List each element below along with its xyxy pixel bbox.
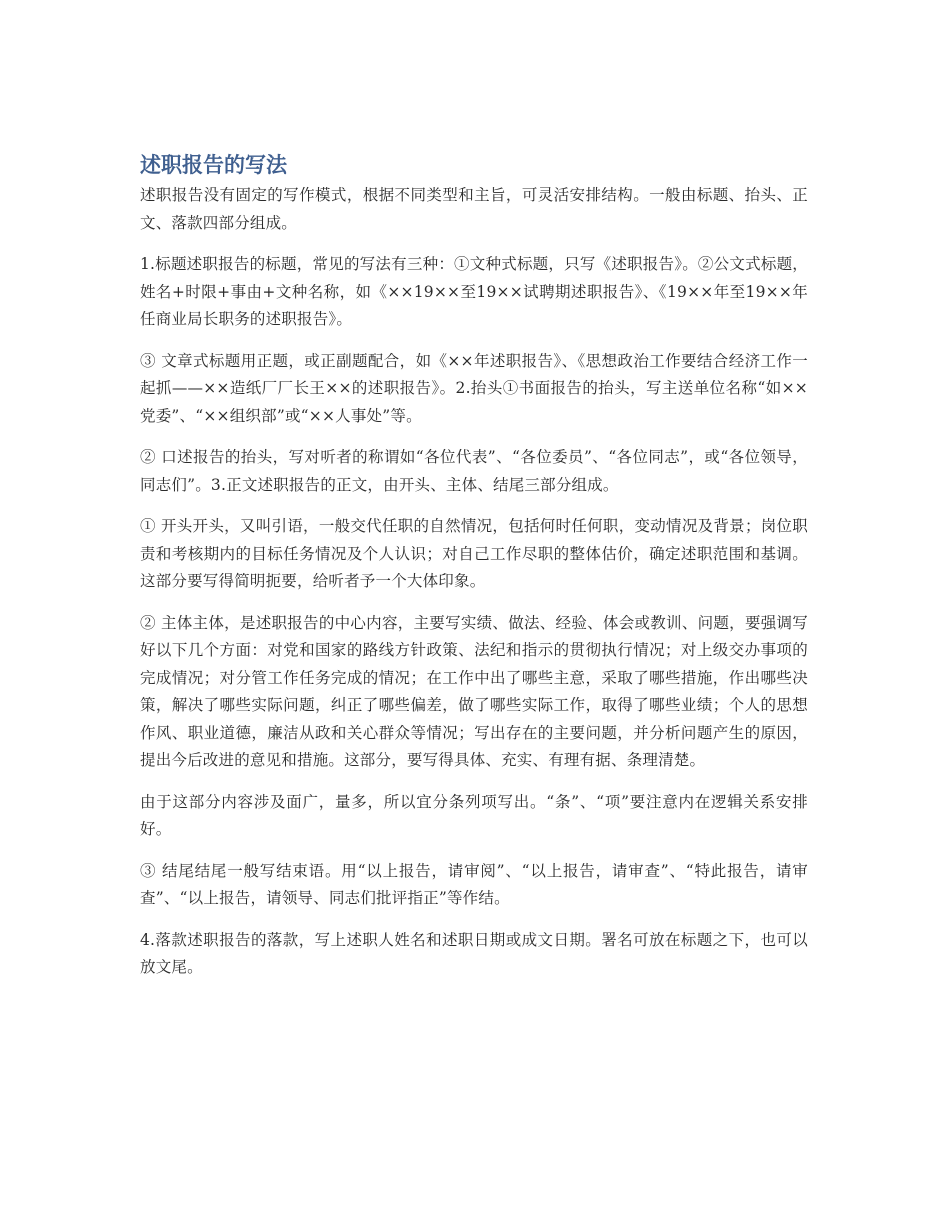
paragraph-ending: ③ 结尾结尾一般写结束语。用“以上报告，请审阅”、“以上报告，请审查”、“特此报告，请审查”、“以上报告，请领导、同志们批评指正”等作结。 — [140, 861, 808, 907]
document-page — [140, 150, 808, 996]
paragraph-article-title: ③ 文章式标题用正题，或正副题配合，如《××年述职报告》、《思想政治工作要结合经济工作一起抓——××造纸厂厂长王××的述职报告》。2.抬头①书面报告的抬头，写主送单位名称“如××党委”、“××组织部”或“××人事处”等。 — [140, 351, 808, 425]
paragraph-title-section: 1.标题述职报告的标题，常见的写法有三种：①文种式标题，只写《述职报告》。②公文式标题，姓名+时限+事由+文种名称，如《××19××至19××试聘期述职报告》、《19××年至19××年任商业局长职务的述职报告》。 — [140, 255, 808, 328]
paragraph-signature: 4.落款述职报告的落款，写上述职人姓名和述职日期或成文日期。署名可放在标题之下，也可以放文尾。 — [140, 930, 808, 976]
paragraph-intro: 述职报告没有固定的写作模式，根据不同类型和主旨，可灵活安排结构。一般由标题、抬头、正文、落款四部分组成。 — [140, 186, 808, 232]
paragraph-main-body: ② 主体主体，是述职报告的中心内容，主要写实绩、做法、经验、体会或教训、问题，要强调写好以下几个方面：对党和国家的路线方针政策、法纪和指示的贯彻执行情况；对上级交办事项的完成情况；对分管工作任务完成的情况；在工作中出了哪些主意，采取了哪些措施，作出哪些决策，解决了哪些实际问题，纠正了哪些偏差，做了哪些实际工作，取得了哪些业绩；个人的思想作风、职业道德，廉洁从政和关心群众等情况；写出存在的主要问题，并分析问题产生的原因，提出今后改进的意见和措施。这部分，要写得具体、充实、有理有据、条理清楚。 — [140, 613, 808, 769]
page-title: 述职报告的写法 — [140, 153, 287, 177]
paragraph-oral-heading: ② 口述报告的抬头，写对听者的称谓如“各位代表”、“各位委员”、“各位同志”，或“各位领导，同志们”。3.正文述职报告的正文，由开头、主体、结尾三部分组成。 — [140, 448, 808, 494]
paragraph-opening: ① 开头开头，又叫引语，一般交代任职的自然情况，包括何时任何职，变动情况及背景；岗位职责和考核期内的目标任务情况及个人认识；对自己工作尽职的整体估价，确定述职范围和基调。这部分要写得简明扼要，给听者予一个大体印象。 — [140, 517, 808, 590]
paragraph-itemize: 由于这部分内容涉及面广，量多，所以宜分条列项写出。“条”、“项”要注意内在逻辑关系安排好。 — [140, 792, 808, 838]
